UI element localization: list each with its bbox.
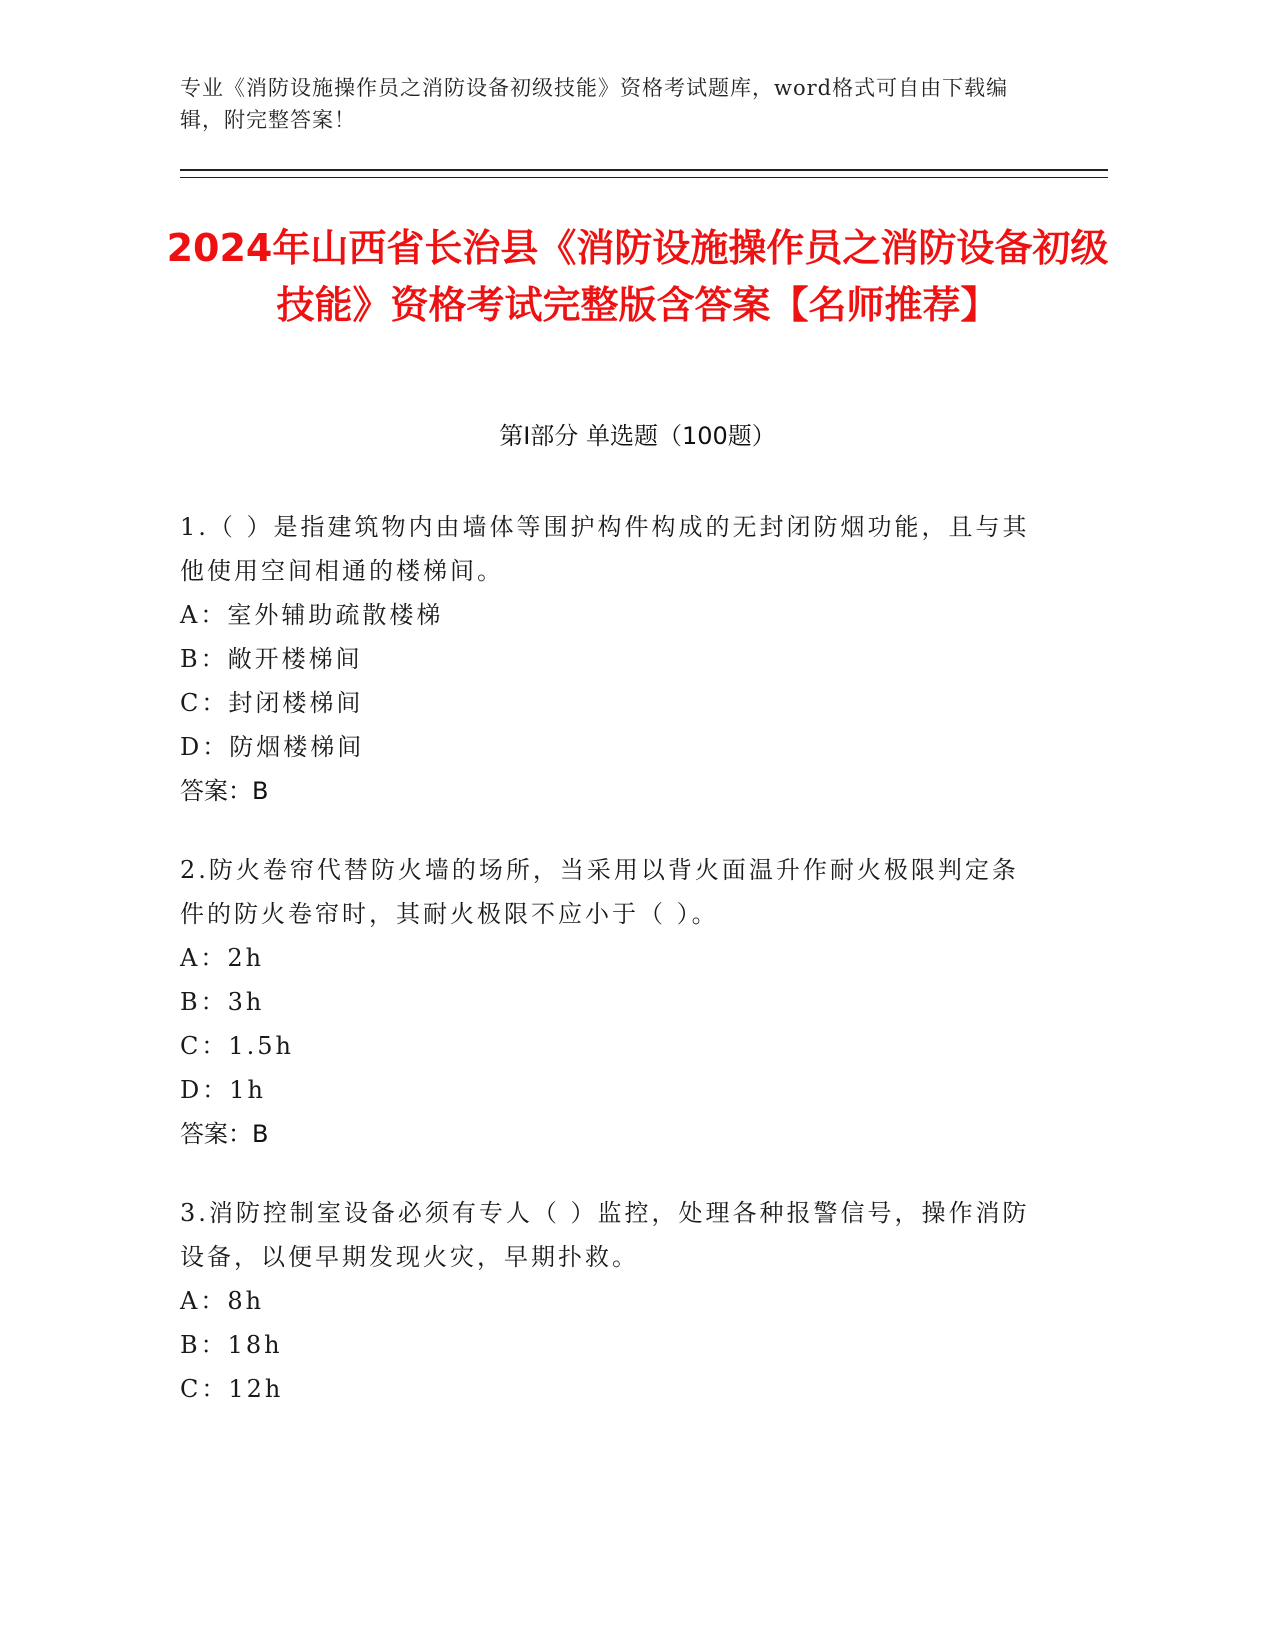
header-divider-thin — [180, 177, 1108, 178]
answer: 答案：B — [180, 777, 269, 805]
option-c: C：1.5h — [180, 1032, 294, 1060]
option-c: C：12h — [180, 1375, 284, 1403]
question-1 — [180, 505, 1040, 813]
header-divider-thick — [180, 169, 1108, 171]
question-2 — [180, 848, 1040, 1156]
question-stem: 1.（ ）是指建筑物内由墙体等围护构件构成的无封闭防烟功能，且与其他使用空间相通的楼梯间。 — [180, 513, 1030, 585]
option-a: A：2h — [180, 944, 265, 972]
option-b: B：3h — [180, 988, 265, 1016]
option-a: A：8h — [180, 1287, 265, 1315]
option-b: B：18h — [180, 1331, 283, 1359]
question-stem: 2.防火卷帘代替防火墙的场所，当采用以背火面温升作耐火极限判定条件的防火卷帘时，其耐火极限不应小于（ ）。 — [180, 856, 1019, 928]
option-d: D：防烟楼梯间 — [180, 733, 365, 761]
option-a: A：室外辅助疏散楼梯 — [180, 601, 444, 629]
question-list — [180, 505, 1040, 1446]
question-stem: 3.消防控制室设备必须有专人（ ）监控，处理各种报警信号，操作消防设备，以便早期发现火灾，早期扑救。 — [180, 1199, 1030, 1271]
option-c: C：封闭楼梯间 — [180, 689, 364, 717]
answer: 答案：B — [180, 1120, 269, 1148]
option-b: B：敞开楼梯间 — [180, 645, 363, 673]
header-note: 专业《消防设施操作员之消防设备初级技能》资格考试题库，word格式可自由下载编辑，附完整答案！ — [180, 76, 1009, 132]
document-title: 2024年山西省长治县《消防设施操作员之消防设备初级技能》资格考试完整版含答案【名师推荐】 — [166, 226, 1109, 327]
question-3 — [180, 1191, 1040, 1411]
part-title: 第I部分 单选题（100题） — [499, 422, 776, 450]
option-d: D：1h — [180, 1076, 266, 1104]
